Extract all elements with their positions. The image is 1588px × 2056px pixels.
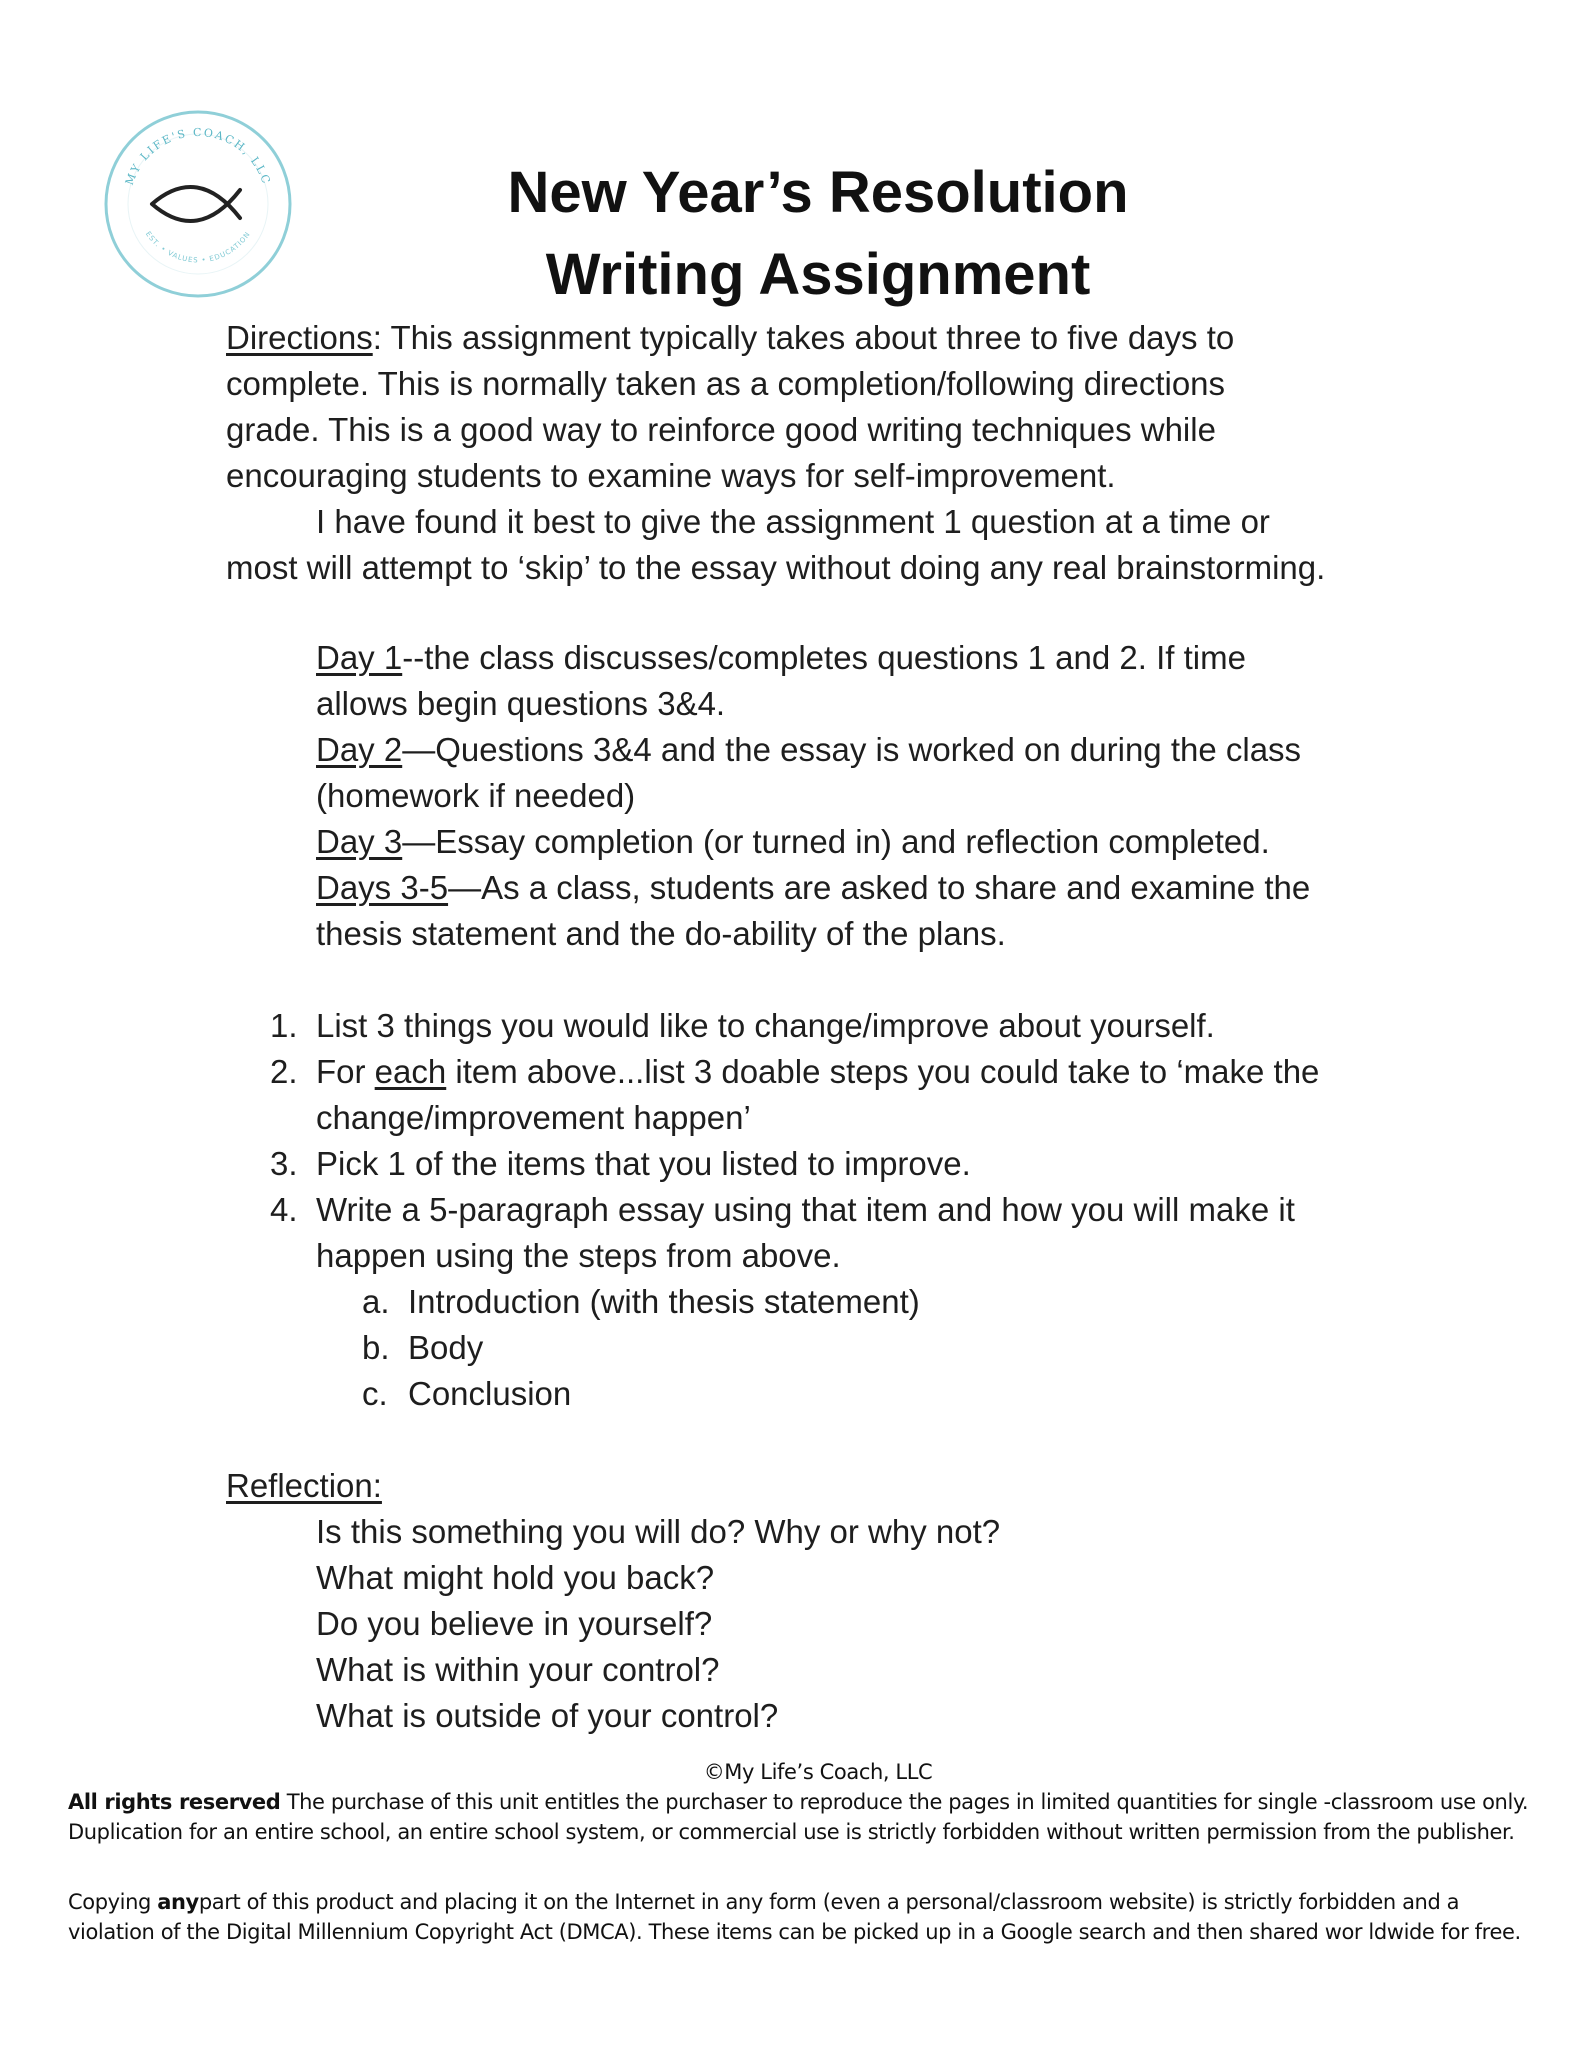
day-1-label: Day 1 bbox=[316, 639, 403, 676]
question-1-number: 1. bbox=[270, 1007, 298, 1044]
subitem-a-letter: a. bbox=[362, 1283, 390, 1320]
copyright-line: ©My Life’s Coach, LLC bbox=[703, 1760, 933, 1784]
day-1-line-2: allows begin questions 3&4. bbox=[316, 685, 726, 722]
subitem-a-text: Introduction (with thesis statement) bbox=[408, 1283, 920, 1320]
copying-line-1: Copying anypart of this product and placing it on the Internet in any form (even a personal/classroom website) is strictly forbidden and a bbox=[68, 1890, 1460, 1914]
reflection-question-4: What is within your control? bbox=[316, 1651, 720, 1688]
question-4-text: Write a 5-paragraph essay using that item and how you will make it bbox=[316, 1191, 1295, 1228]
question-2-text-line-2: change/improvement happen’ bbox=[316, 1099, 751, 1136]
subitem-c-letter: c. bbox=[362, 1375, 388, 1412]
day-2-label: Day 2 bbox=[316, 731, 403, 768]
days-3-5-line-2: thesis statement and the do-ability of the plans. bbox=[316, 915, 1006, 952]
page-title-line-1: New Year’s Resolution bbox=[507, 160, 1129, 225]
directions-line-3: grade. This is a good way to reinforce good writing techniques while bbox=[226, 411, 1216, 448]
day-3-label: Day 3 bbox=[316, 823, 403, 860]
day-1-line-1: Day 1--the class discusses/completes questions 1 and 2. If time bbox=[316, 639, 1246, 676]
day-2-line-1: Day 2—Questions 3&4 and the essay is worked on during the class bbox=[316, 731, 1302, 768]
reflection-question-2: What might hold you back? bbox=[316, 1559, 715, 1596]
question-2-text: For each item above...list 3 doable steps you could take to ‘make the bbox=[316, 1053, 1320, 1090]
reflection-question-3: Do you believe in yourself? bbox=[316, 1605, 713, 1642]
rights-line-2: Duplication for an entire school, an entire school system, or commercial use is strictly forbidden without written permission from the publisher. bbox=[68, 1820, 1515, 1844]
copying-any-emphasis: any bbox=[157, 1890, 199, 1914]
logo-sub-text: EST. • VALUES • EDUCATION bbox=[143, 230, 253, 265]
logo-ring-text: MY LIFE'S COACH, LLC bbox=[122, 125, 274, 187]
page-title-line-2: Writing Assignment bbox=[545, 242, 1091, 307]
subitem-b-letter: b. bbox=[362, 1329, 390, 1366]
question-4-text-line-2: happen using the steps from above. bbox=[316, 1237, 841, 1274]
directions-line-5: I have found it best to give the assignment 1 question at a time or bbox=[316, 503, 1270, 540]
day-2-line-2: (homework if needed) bbox=[316, 777, 636, 814]
question-1-text: List 3 things you would like to change/improve about yourself. bbox=[316, 1007, 1215, 1044]
directions-line-4: encouraging students to examine ways for self-improvement. bbox=[226, 457, 1116, 494]
question-2-number: 2. bbox=[270, 1053, 298, 1090]
question-4-number: 4. bbox=[270, 1191, 298, 1228]
subitem-b-text: Body bbox=[408, 1329, 484, 1366]
rights-reserved-label: All rights reserved bbox=[68, 1790, 281, 1814]
days-3-5-label: Days 3-5 bbox=[316, 869, 449, 906]
subitem-c-text: Conclusion bbox=[408, 1375, 572, 1412]
reflection-label: Reflection: bbox=[226, 1467, 382, 1504]
question-3-text: Pick 1 of the items that you listed to improve. bbox=[316, 1145, 971, 1182]
directions-label: Directions bbox=[226, 319, 373, 356]
directions-line-2: complete. This is normally taken as a completion/following directions bbox=[226, 365, 1226, 402]
day-3-line-1: Day 3—Essay completion (or turned in) and reflection completed. bbox=[316, 823, 1270, 860]
directions-line-6: most will attempt to ‘skip’ to the essay without doing any real brainstorming. bbox=[226, 549, 1326, 586]
reflection-question-5: What is outside of your control? bbox=[316, 1697, 779, 1734]
emphasis-each: each bbox=[374, 1053, 447, 1090]
days-3-5-line-1: Days 3-5—As a class, students are asked to share and examine the bbox=[316, 869, 1311, 906]
question-3-number: 3. bbox=[270, 1145, 298, 1182]
copying-line-2: violation of the Digital Millennium Copyright Act (DMCA). These items can be picked up in a Google search and then shared wor ldwide for free. bbox=[68, 1920, 1521, 1944]
directions-line-1: Directions: This assignment typically takes about three to five days to bbox=[226, 319, 1235, 356]
reflection-question-1: Is this something you will do? Why or why not? bbox=[316, 1513, 1001, 1550]
rights-line-1: All rights reserved The purchase of this unit entitles the purchaser to reproduce the pages in limited quantities for single -classroom use only. bbox=[68, 1790, 1529, 1814]
